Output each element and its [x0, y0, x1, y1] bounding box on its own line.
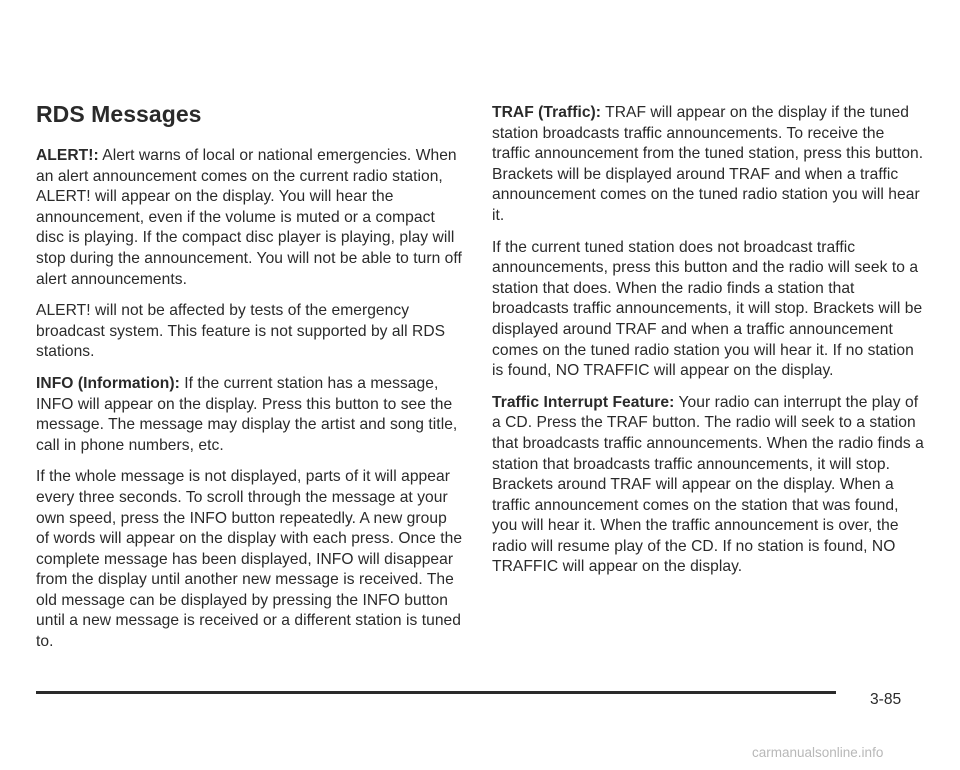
info-scroll-paragraph: If the whole message is not displayed, parts of it will appear every three seconds. To scroll through the message at your own speed, press the INFO button repeatedly. A new group of words will appear on the display with each press. Once the complete message has been displayed, INFO will disappear from the display until another new message is received. The old message can be displayed by pressing the INFO button until a new message is received or a different station is tuned to.: [36, 468, 463, 651]
page-number: 3-85: [870, 691, 902, 708]
right-column: [492, 103, 924, 589]
alert-term: ALERT!:: [36, 147, 99, 164]
traffic-interrupt-term: Traffic Interrupt Feature:: [492, 393, 675, 411]
traf-seek-paragraph: If the current tuned station does not broadcast traffic announcements, press this button and the radio will seek to a station that does. When the radio finds a station that broadcasts traffic announcements, it will stop. Brackets will be displayed around TRAF and when a traffic announcement comes on the tuned radio station you will hear it. If no station is found, NO TRAFFIC will appear on the display.: [492, 238, 923, 380]
info-paragraph: [36, 374, 464, 456]
traffic-interrupt-text: Your radio can interrupt the play of a CD. Press the TRAF button. The radio will seek to a station that broadcasts traffic announcements. When the radio finds a station that broadcasts traffic announcements, it will stop. Brackets around TRAF will appear on the display. When a traffic announcement comes on the station that was found, you will hear it. When the traffic announcement is over, the radio will resume play of the CD. If no station is found, NO TRAFFIC will appear on the display.: [492, 393, 924, 576]
left-column: [36, 100, 464, 664]
alert-note-paragraph: ALERT! will not be affected by tests of the emergency broadcast system. This feature is not supported by all RDS stations.: [36, 302, 446, 361]
alert-text: Alert warns of local or national emergencies. When an alert announcement comes on the current radio station, ALERT! will appear on the display. You will hear the announcement, even if the volume is muted or a compact disc is playing. If the compact disc player is playing, play will stop during the announcement. You will not be able to turn off alert announcements.: [36, 147, 462, 288]
info-text: If the current station has a message, INFO will appear on the display. Press this button to see the message. The message may display the artist and song title, call in phone numbers, etc.: [36, 374, 458, 454]
traf-paragraph: [492, 103, 924, 227]
traf-text: TRAF will appear on the display if the tuned station broadcasts traffic announcements. To receive the traffic announcement from the tuned station, press this button. Brackets will be displayed around TRAF and when a traffic announcement comes on the tuned radio station you will hear it.: [492, 104, 924, 224]
footer-rule: [36, 691, 836, 694]
section-title: RDS Messages: [36, 101, 202, 127]
traffic-interrupt-paragraph: [492, 393, 924, 578]
watermark: carmanualsonline.info: [752, 745, 884, 760]
alert-paragraph: [36, 146, 464, 290]
traf-term: TRAF (Traffic):: [492, 104, 602, 121]
info-term: INFO (Information):: [36, 374, 180, 392]
